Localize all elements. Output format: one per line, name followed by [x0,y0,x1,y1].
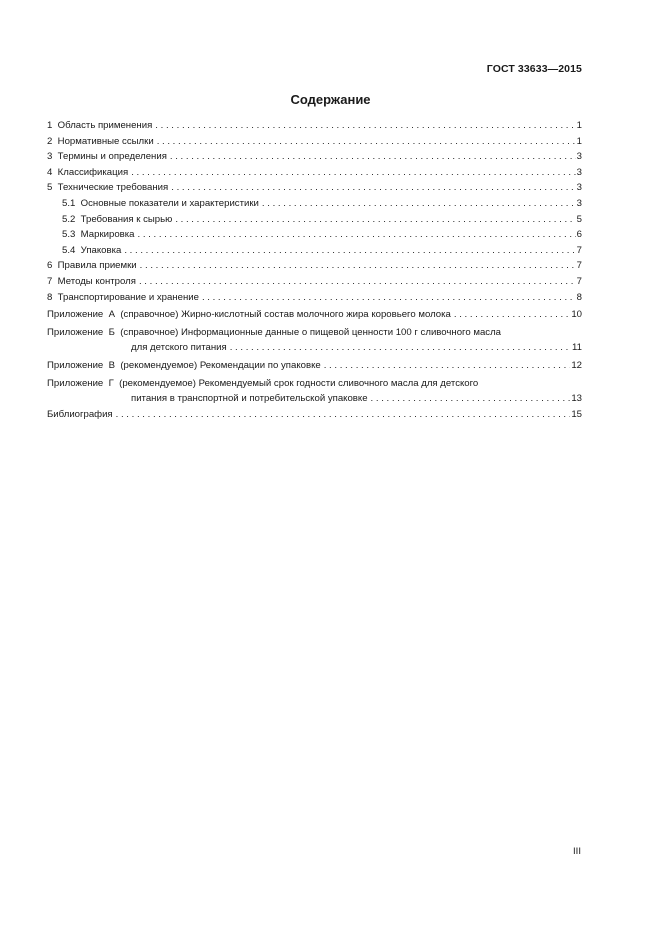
toc-entry-normative-references[interactable]: 2 Нормативные ссылки . . . 1 [47,134,582,150]
toc-entry-transportation[interactable]: 8 Транспортирование и хранение . . . 8 [47,290,582,306]
document-code: ГОСТ 33633—2015 [486,63,582,75]
table-of-contents [47,118,582,422]
toc-entry-control-methods[interactable]: 7 Методы контроля . . . 7 [47,274,582,290]
toc-entry-terms[interactable]: 3 Термины и определения . . . 3 [47,149,582,165]
toc-entry-classification[interactable]: 4 Классификация . . . 3 [47,165,582,181]
toc-entry-scope[interactable]: 1 Область применения . . . 1 [47,118,582,134]
toc-entry-technical-requirements[interactable]: 5 Технические требования . . . 3 [47,180,582,196]
toc-entry-5-1[interactable]: 5.1 Основные показатели и характеристики . . . 3 [47,196,582,212]
toc-entry-5-3[interactable]: 5.3 Маркировка . . . 6 [47,227,582,243]
toc-entry-5-4[interactable]: 5.4 Упаковка . . . 7 [47,243,582,259]
toc-entry-5-2[interactable]: 5.2 Требования к сырью . . . 5 [47,212,582,228]
toc-title: Содержание [290,92,371,107]
toc-entry-acceptance-rules[interactable]: 6 Правила приемки . . . 7 [47,258,582,274]
toc-entry-appendix-b[interactable]: Приложение Б (справочное) Информационные данные о пищевой ценности 100 г сливочного масла для детского питания . . . 11 [47,325,582,356]
toc-entry-appendix-a[interactable]: Приложение А (справочное) Жирно-кислотный состав молочного жира коровьего молока . . . 10 [47,307,582,323]
toc-entry-appendix-g[interactable]: Приложение Г (рекомендуемое) Рекомендуемый срок годности сливочного масла для детского питания в транспортной и потребительской упаковке . . . 13 [47,376,582,407]
page-number: III [573,846,581,857]
toc-entry-appendix-v[interactable]: Приложение В (рекомендуемое) Рекомендации по упаковке . . . 12 [47,358,582,374]
toc-entry-bibliography[interactable]: Библиография . . . 15 [47,407,582,423]
